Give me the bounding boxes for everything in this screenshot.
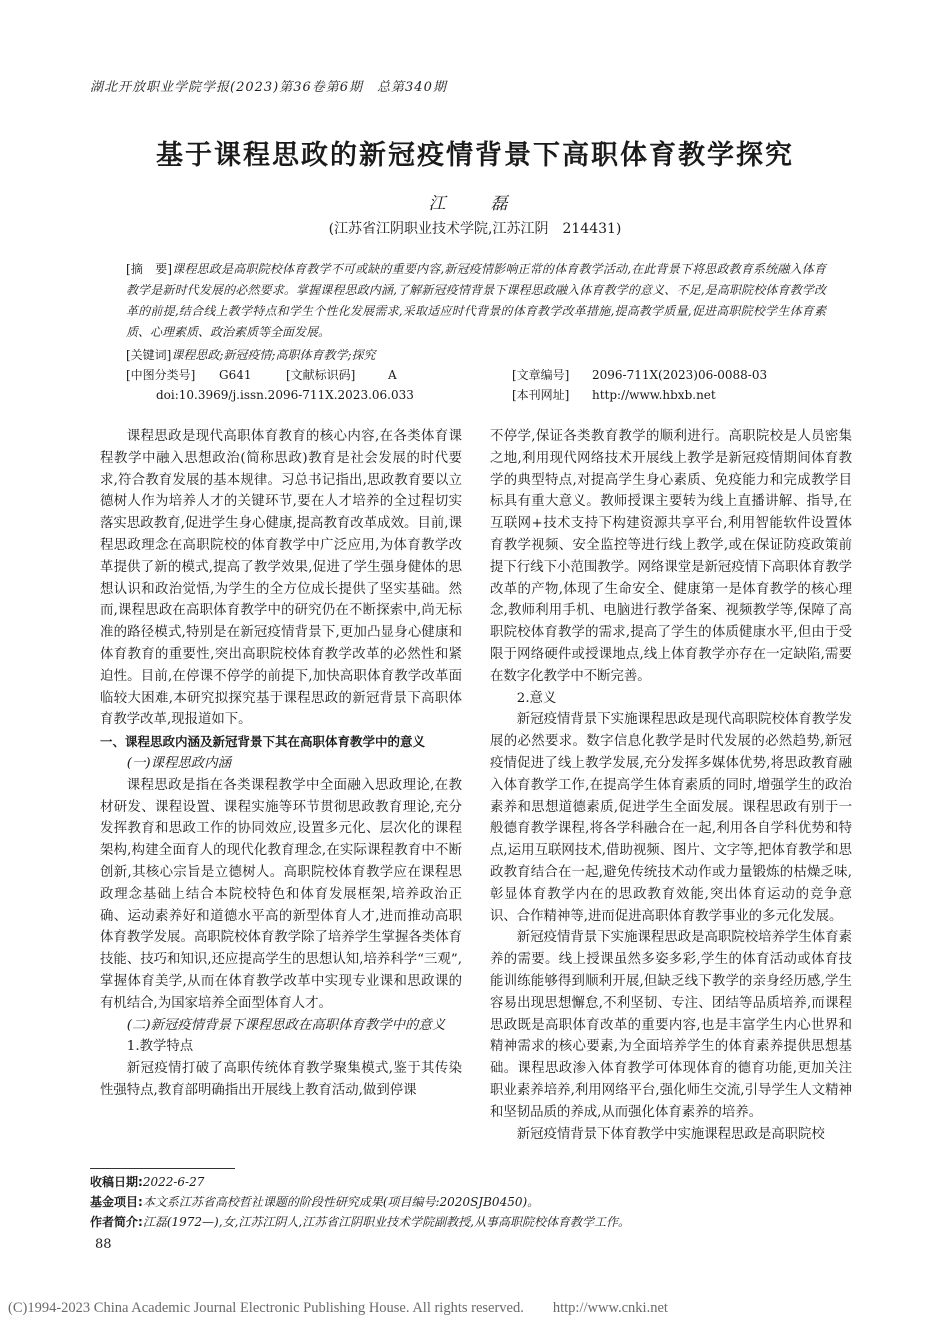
section-heading: 一、课程思政内涵及新冠背景下其在高职体育教学中的意义 xyxy=(100,734,426,750)
bio-label: 作者简介: xyxy=(90,1215,143,1229)
footnote-separator xyxy=(90,1168,235,1169)
article-number-label: [文章编号] xyxy=(512,368,570,382)
keywords-text: 课程思政;新冠疫情;高职体育教学;探究 xyxy=(171,348,376,362)
received-value: 2022-6-27 xyxy=(142,1175,205,1189)
keywords-line xyxy=(126,345,826,365)
fund-info xyxy=(90,1192,850,1212)
bio-value: 江磊(1972—),女,江苏江阴人,江苏省江阴职业技术学院副教授,从事高职院校体育教学工作。 xyxy=(142,1215,630,1229)
received-label: 收稿日期: xyxy=(90,1175,143,1189)
doi-text: doi:10.3969/j.issn.2096-711X.2023.06.033 xyxy=(156,388,414,402)
body-paragraph: 新冠疫情打破了高职传统体育教学聚集模式,鉴于其传染性强特点,教育部明确指出开展线上教育活动,做到停课 xyxy=(100,1061,462,1098)
body-paragraph: 新冠疫情背景下体育教学中实施课程思政是高职院校 xyxy=(516,1126,825,1142)
body-paragraph: 不停学,保证各类教育教学的顺利进行。高职院校是人员密集之地,利用现代网络技术开展线上教学是新冠疫情期间体育教学的典型特点,对提高学生身心素质、免疫能力和完成教学目标具有重大意义。教师授课主要转为线上直播讲解、指导,在互联网+技术支持下构建资源共享平台,利用智能软件设置体育教学视频、安全监控等进行线上教学,或在保证防疫政策前提下行线下小范围教学。网络课堂是新冠疫情下高职体育教学改革的产物,体现了生命安全、健康第一是体育教学的核心理念,教师利用手机、电脑进行教学备案、视频教学等,保障了高职院校体育教学的需求,提高了学生的体质健康水平,但由于受限于网络硬件或授课地点,线上体育教学亦存在一定缺陷,需要在数字化教学中不断完善。 xyxy=(490,429,852,684)
clc-value: G641 xyxy=(219,368,252,382)
subsection-heading: (一)课程思政内涵 xyxy=(126,755,231,771)
subsubsection-heading: 2.意义 xyxy=(516,690,557,706)
body-paragraph: 课程思政是现代高职体育教育的核心内容,在各类体育课程教学中融入思想政治(简称思政)教育是社会发展的时代要求,符合教育发展的基本规律。习总书记指出,思政教育要以立德树人作为培养人才的关键环节,要在人才培养的全过程切实落实思政教育,促进学生身心健康,提高教育改革成效。目前,课程思政理念在高职院校的体育教学中广泛应用,为体育教学改革提供了新的模式,提高了教学效果,促进了学生强身健体的思想认识和政治觉悟,为学生的全方位成长提供了坚实基础。然而,课程思政在高职体育教学中的研究仍在不断探索中,尚无标准的路径模式,特别是在新冠疫情背景下,更加凸显身心健康和体育教育的重要性,突出高职院校体育教学改革的必然性和紧迫性。目前,在停课不停学的前提下,加快高职体育教学改革面临较大困难,本研究拟探究基于课程思政的新冠背景下高职体育教学改革,现报道如下。 xyxy=(100,429,462,728)
keywords-label: [关键词] xyxy=(126,348,172,362)
site-link[interactable]: http://www.hbxb.net xyxy=(592,388,716,402)
doc-code-value: A xyxy=(388,368,397,382)
body-column-left xyxy=(100,426,462,1102)
author-name: 江 磊 xyxy=(428,194,522,214)
article-number-value: 2096-711X(2023)06-0088-03 xyxy=(592,368,768,382)
subsection-heading: (二)新冠疫情背景下课程思政在高职体育教学中的意义 xyxy=(126,1017,446,1033)
page-number: 88 xyxy=(95,1237,112,1252)
classification-block xyxy=(126,365,826,405)
abstract-block xyxy=(126,259,826,405)
fund-label: 基金项目: xyxy=(90,1195,143,1209)
author-bio xyxy=(90,1212,850,1232)
paper-title: 基于课程思政的新冠疫情背景下高职体育教学探究 xyxy=(156,140,794,171)
footnotes-block xyxy=(90,1172,850,1232)
copyright-notice: (C)1994-2023 China Academic Journal Electronic Publishing House. All rights reserved. http://www.cnki.net xyxy=(8,1300,668,1316)
body-column-right xyxy=(490,426,852,1145)
site-label: [本刊网址] xyxy=(512,388,570,402)
body-paragraph: 课程思政是指在各类课程教学中全面融入思政理论,在教材研发、课程设置、课程实施等环节贯彻思政教育理论,充分发挥教育和思政工作的协同效应,设置多元化、层次化的课程架构,构建全面育人的现代化教育理念,在实际课程教育中不断创新,其核心宗旨是立德树人。高职院校体育教学应在课程思政理念基础上结合本院校特色和体育发展框架,培养政治正确、运动素养好和道德水平高的新型体育人才,进而推动高职体育教学发展。高职院校体育教学除了培养学生掌握各类体育技能、技巧和知识,还应提高学生的思想认知,培养科学“三观”,掌握体育美学,从而在体育教学改革中实现专业课和思政课的有机结合,为国家培养全面型体育人才。 xyxy=(100,777,462,1011)
doc-code-label: [文献标识码] xyxy=(286,368,356,382)
abstract-label: [摘 要] xyxy=(126,262,173,276)
author-affiliation: (江苏省江阴职业技术学院,江苏江阴 214431) xyxy=(328,221,622,237)
subsubsection-heading: 1.教学特点 xyxy=(126,1039,194,1055)
received-date xyxy=(90,1172,850,1192)
body-paragraph: 新冠疫情背景下实施课程思政是高职院校培养学生体育素养的需要。线上授课虽然多姿多彩,学生的体育活动或体育技能训练能够得到顺利开展,但缺乏线下教学的亲身经历感,学生容易出现思想懈怠,不利坚韧、专注、团结等品质培养,而课程思政既是高职体育改革的重要内容,也是丰富学生内心世界和精神需求的核心要素,为全面培养学生的体育素养提供思想基础。课程思政渗入体育教学可体现体育的德育功能,更加关注职业素养培养,利用网络平台,强化师生交流,引导学生人文精神和坚韧品质的养成,从而强化体育素养的培养。 xyxy=(490,930,852,1120)
clc-label: [中图分类号] xyxy=(126,368,196,382)
body-paragraph: 新冠疫情背景下实施课程思政是现代高职院校体育教学发展的必然要求。数字信息化教学是时代发展的必然趋势,新冠疫情促进了线上教学发展,充分发挥多媒体优势,将思政教育融入体育教学工作,在提高学生体育素质的同时,增强学生的政治素养和思想道德素质,促进学生全面发展。课程思政有别于一般德育教学课程,将各学科融合在一起,利用各自学科优势和特点,运用互联网技术,借助视频、图片、文字等,把体育教学和思政教育结合在一起,避免传统技术动作或力量锻炼的枯燥乏味,彰显体育教学内在的思政教育效能,突出体育运动的竞争意识、合作精神等,进而促进高职体育教学事业的多元化发展。 xyxy=(490,712,852,924)
fund-value: 本文系江苏省高校哲社课题的阶段性研究成果(项目编号:2020SJB0450)。 xyxy=(142,1195,540,1209)
running-header: 湖北开放职业学院学报(2023)第36卷第6期 总第340期 xyxy=(90,80,447,95)
abstract-text: 课程思政是高职院校体育教学不可或缺的重要内容,新冠疫情影响正常的体育教学活动,在此背景下将思政教育系统融入体育教学是新时代发展的必然要求。掌握课程思政内涵,了解新冠疫情背景下课程思政融入体育教学的意义、不足,是高职院校体育教学改革的前提,结合线上教学特点和学生个性化发展需求,采取适应时代背景的体育教学改革措施,提高教学质量,促进高职院校学生体育素质、心理素质、政治素质等全面发展。 xyxy=(126,262,826,339)
